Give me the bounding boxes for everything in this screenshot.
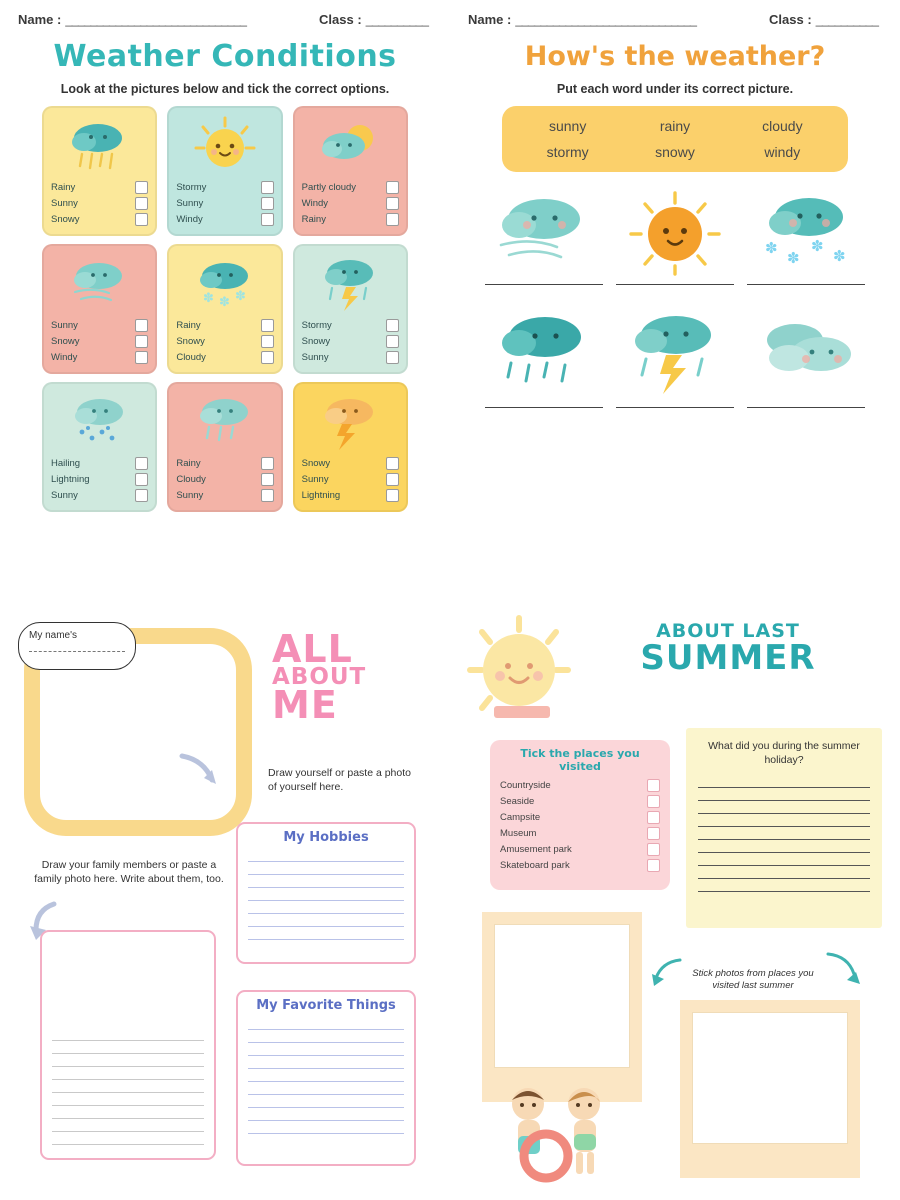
option-label: Snowy bbox=[176, 336, 205, 347]
write-line[interactable] bbox=[52, 1093, 204, 1106]
weather-card bbox=[293, 106, 408, 236]
place-label: Museum bbox=[500, 828, 537, 840]
write-line[interactable] bbox=[698, 788, 870, 801]
answer-line[interactable] bbox=[616, 407, 734, 408]
checkbox-row[interactable] bbox=[176, 319, 273, 332]
svg-text:✽: ✽ bbox=[218, 294, 230, 309]
write-line[interactable] bbox=[52, 1132, 204, 1145]
sun-behind-cloud-icon bbox=[302, 114, 399, 178]
page-title-about-last-summer bbox=[578, 620, 878, 678]
checkbox[interactable] bbox=[386, 335, 399, 348]
checkbox-row[interactable] bbox=[176, 473, 273, 486]
word-bank-item[interactable]: snowy bbox=[655, 144, 695, 160]
option-label: Sunny bbox=[51, 490, 78, 501]
weather-card bbox=[42, 382, 157, 512]
place-label: Seaside bbox=[500, 796, 535, 808]
checkbox[interactable] bbox=[647, 795, 660, 808]
word-bank-item[interactable]: rainy bbox=[659, 118, 691, 134]
snow-cloud-icon bbox=[751, 190, 861, 276]
page-title-weather: Weather Conditions bbox=[53, 39, 397, 74]
option-label: Sunny bbox=[176, 198, 204, 209]
write-line[interactable] bbox=[698, 827, 870, 840]
checkbox-row[interactable] bbox=[51, 473, 148, 486]
summer-question-note[interactable] bbox=[686, 728, 882, 928]
snow-cloud-icon bbox=[176, 252, 273, 316]
family-write-lines[interactable] bbox=[42, 932, 214, 1153]
option-label: Rainy bbox=[51, 182, 76, 193]
sun-icon bbox=[176, 114, 273, 178]
word-bank-item[interactable]: stormy bbox=[546, 144, 589, 160]
answer-line[interactable] bbox=[485, 284, 603, 285]
checkbox-row[interactable] bbox=[500, 795, 660, 808]
cloudy-icon bbox=[751, 313, 861, 399]
photo-area[interactable] bbox=[692, 1012, 848, 1144]
svg-text:✽: ✽ bbox=[786, 250, 800, 267]
write-line[interactable] bbox=[248, 849, 404, 862]
class-label: Class : bbox=[319, 12, 362, 27]
write-line[interactable] bbox=[248, 1017, 404, 1030]
option-label: Snowy bbox=[51, 214, 80, 225]
checkbox-row[interactable] bbox=[302, 213, 399, 226]
checkbox-row[interactable] bbox=[302, 181, 399, 194]
class-write-line[interactable]: __________ bbox=[365, 12, 428, 27]
title-line-1: ALL bbox=[272, 627, 353, 671]
write-line[interactable] bbox=[248, 1095, 404, 1108]
name-speech-bubble[interactable] bbox=[18, 622, 136, 670]
checkbox-row[interactable] bbox=[176, 489, 273, 502]
checkbox[interactable] bbox=[261, 197, 274, 210]
place-label: Amusement park bbox=[500, 844, 572, 856]
weather-card bbox=[42, 106, 157, 236]
write-line[interactable] bbox=[248, 888, 404, 901]
checkbox[interactable] bbox=[261, 457, 274, 470]
lightning-icon bbox=[302, 390, 399, 454]
picture-grid bbox=[468, 190, 882, 408]
checkbox-row[interactable] bbox=[176, 335, 273, 348]
option-label: Hailing bbox=[51, 458, 81, 469]
windy-cloud-icon bbox=[489, 190, 599, 276]
places-checklist-card bbox=[490, 740, 670, 890]
answer-line[interactable] bbox=[747, 284, 865, 285]
favorite-things-title: My Favorite Things bbox=[256, 998, 396, 1013]
weather-card bbox=[293, 244, 408, 374]
word-bank-item[interactable]: cloudy bbox=[762, 118, 803, 134]
page-title-hows-weather: How's the weather? bbox=[524, 41, 826, 72]
hobbies-box[interactable] bbox=[236, 822, 416, 964]
option-label: Sunny bbox=[176, 490, 204, 501]
option-label: Cloudy bbox=[176, 352, 206, 363]
checkbox[interactable] bbox=[135, 457, 148, 470]
checkbox[interactable] bbox=[386, 181, 399, 194]
write-line[interactable] bbox=[248, 1069, 404, 1082]
option-label: Snowy bbox=[51, 336, 80, 347]
word-bank-item[interactable]: sunny bbox=[548, 118, 587, 134]
name-label: Name : bbox=[468, 12, 512, 27]
checkbox[interactable] bbox=[261, 489, 274, 502]
write-line[interactable] bbox=[698, 814, 870, 827]
option-label: Sunny bbox=[51, 320, 78, 331]
storm-cloud-icon bbox=[302, 252, 399, 316]
checkbox[interactable] bbox=[647, 811, 660, 824]
checkbox-row[interactable] bbox=[51, 319, 148, 332]
checkbox-row[interactable] bbox=[302, 489, 399, 502]
arrow-icon bbox=[826, 950, 866, 986]
weather-card bbox=[42, 244, 157, 374]
summer-question-text: What did you during the summer holiday? bbox=[708, 740, 860, 766]
family-draw-box[interactable] bbox=[40, 930, 216, 1160]
weather-card bbox=[167, 382, 282, 512]
checkbox-row[interactable] bbox=[51, 213, 148, 226]
family-photo-hint: Draw your family members or paste a family photo here. Write about them, too. bbox=[34, 859, 224, 886]
instruction-weather: Look at the pictures below and tick the correct options. bbox=[60, 82, 390, 96]
write-line[interactable] bbox=[248, 901, 404, 914]
option-label: Cloudy bbox=[176, 474, 206, 485]
option-label: Stormy bbox=[301, 320, 332, 331]
option-label: Windy bbox=[301, 198, 329, 209]
write-line[interactable] bbox=[52, 1041, 204, 1054]
arrow-icon bbox=[178, 748, 222, 792]
favorites-write-lines[interactable] bbox=[238, 1017, 414, 1142]
places-checklist-title: Tick the places you visited bbox=[520, 747, 640, 773]
checkbox[interactable] bbox=[135, 181, 148, 194]
checkbox-row[interactable] bbox=[500, 779, 660, 792]
photo-placeholder[interactable] bbox=[482, 912, 642, 1102]
checkbox[interactable] bbox=[261, 351, 274, 364]
checkbox-row[interactable] bbox=[302, 457, 399, 470]
all-about-me-worksheet bbox=[0, 600, 450, 1200]
checkbox-row[interactable] bbox=[176, 181, 273, 194]
title-line-2: ABOUT bbox=[272, 663, 367, 690]
worksheet-header-right bbox=[468, 12, 882, 27]
name-bubble-line[interactable] bbox=[29, 651, 125, 652]
write-line[interactable] bbox=[248, 875, 404, 888]
photo-placeholder[interactable] bbox=[680, 1000, 860, 1178]
checkbox-row[interactable] bbox=[302, 335, 399, 348]
checkbox[interactable] bbox=[135, 319, 148, 332]
weather-card bbox=[167, 106, 282, 236]
write-line[interactable] bbox=[698, 801, 870, 814]
checkbox-row[interactable] bbox=[500, 811, 660, 824]
write-line[interactable] bbox=[52, 1080, 204, 1093]
checkbox[interactable] bbox=[386, 351, 399, 364]
summer-answer-lines[interactable] bbox=[698, 775, 870, 892]
write-line[interactable] bbox=[248, 1121, 404, 1134]
title-line-3: ME bbox=[272, 683, 338, 728]
instruction-hows-weather: Put each word under its correct picture. bbox=[556, 82, 794, 96]
stick-photos-hint: Stick photos from places you visited last summer bbox=[692, 968, 814, 992]
name-write-line[interactable]: _____________________________ bbox=[515, 12, 697, 27]
sun-icon bbox=[464, 614, 574, 734]
option-label: Partly cloudy bbox=[301, 182, 357, 193]
checkbox-row[interactable] bbox=[176, 457, 273, 470]
checkbox-row[interactable] bbox=[302, 351, 399, 364]
rain-cloud-icon bbox=[51, 114, 148, 178]
checkbox[interactable] bbox=[135, 335, 148, 348]
hobbies-write-lines[interactable] bbox=[238, 849, 414, 948]
svg-text:✽: ✽ bbox=[810, 238, 824, 255]
rain-cloud-icon bbox=[176, 390, 273, 454]
svg-text:✽: ✽ bbox=[832, 248, 846, 265]
option-label: Rainy bbox=[176, 458, 201, 469]
place-label: Skateboard park bbox=[500, 860, 570, 872]
option-label: Sunny bbox=[301, 474, 329, 485]
checkbox-row[interactable] bbox=[176, 213, 273, 226]
checkbox[interactable] bbox=[135, 473, 148, 486]
option-label: Snowy bbox=[301, 458, 331, 469]
word-bank-item[interactable]: windy bbox=[764, 144, 801, 160]
favorite-things-box[interactable] bbox=[236, 990, 416, 1166]
checkbox[interactable] bbox=[647, 859, 660, 872]
checkbox-row[interactable] bbox=[500, 843, 660, 856]
weather-card bbox=[167, 244, 282, 374]
checkbox[interactable] bbox=[386, 319, 399, 332]
checkbox-row[interactable] bbox=[51, 489, 148, 502]
write-line[interactable] bbox=[248, 1056, 404, 1069]
checkbox[interactable] bbox=[261, 319, 274, 332]
checkbox[interactable] bbox=[386, 473, 399, 486]
write-line[interactable] bbox=[52, 1106, 204, 1119]
option-label: Sunny bbox=[51, 198, 78, 209]
checkbox[interactable] bbox=[647, 827, 660, 840]
weather-card bbox=[293, 382, 408, 512]
title-line-2: SUMMER bbox=[640, 638, 816, 678]
write-line[interactable] bbox=[248, 1030, 404, 1043]
svg-text:✽: ✽ bbox=[764, 240, 778, 257]
picture-item bbox=[613, 313, 738, 408]
checkbox-row[interactable] bbox=[302, 319, 399, 332]
write-line[interactable] bbox=[698, 879, 870, 892]
page-title-all-about-me bbox=[272, 627, 367, 728]
write-line[interactable] bbox=[52, 1119, 204, 1132]
write-line[interactable] bbox=[52, 1054, 204, 1067]
option-label: Windy bbox=[176, 214, 203, 225]
picture-item bbox=[743, 313, 868, 408]
checkbox-row[interactable] bbox=[302, 473, 399, 486]
write-line[interactable] bbox=[248, 1108, 404, 1121]
option-label: Snowy bbox=[301, 336, 331, 347]
answer-line[interactable] bbox=[485, 407, 603, 408]
checkbox[interactable] bbox=[386, 489, 399, 502]
write-line[interactable] bbox=[248, 1043, 404, 1056]
checkbox[interactable] bbox=[261, 473, 274, 486]
write-line[interactable] bbox=[698, 775, 870, 788]
checkbox[interactable] bbox=[135, 213, 148, 226]
answer-line[interactable] bbox=[747, 407, 865, 408]
checkbox[interactable] bbox=[386, 197, 399, 210]
checkbox-row[interactable] bbox=[51, 181, 148, 194]
checkbox-row[interactable] bbox=[176, 351, 273, 364]
hows-the-weather-worksheet bbox=[450, 0, 900, 600]
checkbox-row[interactable] bbox=[500, 859, 660, 872]
photo-area[interactable] bbox=[494, 924, 630, 1068]
checkbox[interactable] bbox=[135, 489, 148, 502]
hobbies-title: My Hobbies bbox=[283, 830, 369, 845]
checkbox[interactable] bbox=[386, 213, 399, 226]
checkbox[interactable] bbox=[261, 181, 274, 194]
weather-conditions-worksheet bbox=[0, 0, 450, 600]
kids-illustration-icon bbox=[484, 1078, 634, 1188]
class-label: Class : bbox=[769, 12, 812, 27]
option-label: Stormy bbox=[176, 182, 207, 193]
picture-item bbox=[743, 190, 868, 285]
about-last-summer-worksheet bbox=[450, 600, 900, 1200]
word-bank bbox=[502, 106, 848, 172]
sun-icon bbox=[627, 190, 723, 276]
option-label: Rainy bbox=[301, 214, 326, 225]
place-label: Campsite bbox=[500, 812, 541, 824]
worksheet-header-left bbox=[18, 12, 432, 27]
option-label: Sunny bbox=[301, 352, 329, 363]
option-label: Rainy bbox=[176, 320, 201, 331]
checkbox-row[interactable] bbox=[51, 457, 148, 470]
name-label: Name : bbox=[18, 12, 62, 27]
picture-item bbox=[613, 190, 738, 285]
option-label: Lightning bbox=[51, 474, 90, 485]
checkbox[interactable] bbox=[386, 457, 399, 470]
checkbox-row[interactable] bbox=[51, 335, 148, 348]
svg-text:✽: ✽ bbox=[234, 288, 246, 303]
write-line[interactable] bbox=[52, 1067, 204, 1080]
name-write-line[interactable]: _____________________________ bbox=[65, 12, 247, 27]
checkbox-row[interactable] bbox=[51, 351, 148, 364]
rain-cloud-icon bbox=[489, 313, 599, 399]
picture-item bbox=[482, 190, 607, 285]
hail-cloud-icon bbox=[51, 390, 148, 454]
windy-cloud-icon bbox=[51, 252, 148, 316]
checkbox-row[interactable] bbox=[176, 197, 273, 210]
weather-card-grid bbox=[18, 106, 432, 512]
write-line[interactable] bbox=[698, 853, 870, 866]
title-line-1: ABOUT LAST bbox=[656, 620, 800, 642]
name-bubble-label: My name's bbox=[29, 630, 78, 641]
self-photo-hint: Draw yourself or paste a photo of yourself here. bbox=[268, 767, 411, 794]
write-line[interactable] bbox=[248, 914, 404, 927]
checkbox-row[interactable] bbox=[500, 827, 660, 840]
arrow-icon bbox=[646, 956, 682, 990]
checkbox[interactable] bbox=[647, 779, 660, 792]
write-line[interactable] bbox=[698, 840, 870, 853]
svg-text:✽: ✽ bbox=[202, 290, 214, 305]
checkbox[interactable] bbox=[135, 351, 148, 364]
place-label: Countryside bbox=[500, 780, 551, 792]
checkbox-row[interactable] bbox=[51, 197, 148, 210]
write-line[interactable] bbox=[248, 862, 404, 875]
checkbox[interactable] bbox=[261, 213, 274, 226]
storm-cloud-icon bbox=[620, 313, 730, 399]
answer-line[interactable] bbox=[616, 284, 734, 285]
checkbox[interactable] bbox=[261, 335, 274, 348]
checkbox[interactable] bbox=[647, 843, 660, 856]
write-line[interactable] bbox=[248, 927, 404, 940]
write-line[interactable] bbox=[248, 1082, 404, 1095]
write-line[interactable] bbox=[52, 1028, 204, 1041]
checkbox[interactable] bbox=[135, 197, 148, 210]
checkbox-row[interactable] bbox=[302, 197, 399, 210]
option-label: Windy bbox=[51, 352, 78, 363]
picture-item bbox=[482, 313, 607, 408]
write-line[interactable] bbox=[698, 866, 870, 879]
option-label: Lightning bbox=[301, 490, 341, 501]
class-write-line[interactable]: __________ bbox=[815, 12, 878, 27]
